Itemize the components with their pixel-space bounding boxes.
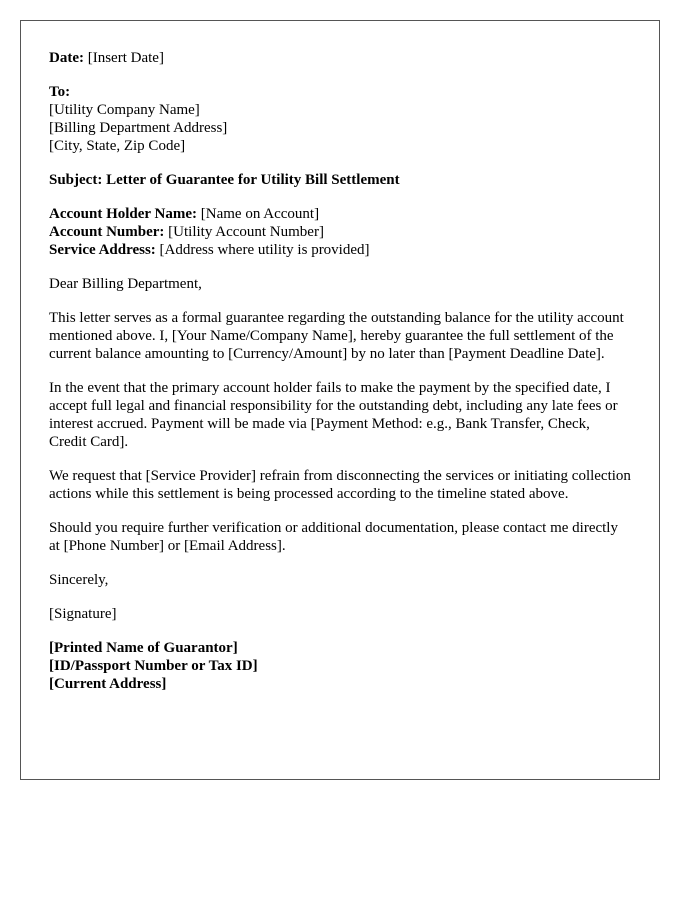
guarantor-details — [49, 639, 631, 693]
letter-document — [20, 20, 660, 780]
body-paragraph-contact: Should you require further verification or additional documentation, please contact me directly at [Phone Number] or [Email Address]. — [49, 520, 618, 554]
subject-line — [49, 171, 631, 189]
account-number-line — [49, 223, 631, 241]
guarantor-address: [Current Address] — [49, 676, 167, 692]
body-paragraph-responsibility: In the event that the primary account holder fails to make the payment by the specified date, I accept full legal and financial responsibility for the outstanding debt, including any late fees or interest accrued. Payment will be made via [Payment Method: e.g., Bank Transfer, Check, Credit Card]. — [49, 380, 618, 450]
guarantor-name: [Printed Name of Guarantor] — [49, 640, 238, 656]
account-number-label: Account Number: — [49, 224, 165, 240]
service-address-line — [49, 241, 631, 259]
recipient-city-state-zip: [City, State, Zip Code] — [49, 138, 186, 154]
signature-placeholder: [Signature] — [49, 606, 117, 622]
service-address-value: [Address where utility is provided] — [155, 242, 370, 258]
recipient-company: [Utility Company Name] — [49, 102, 200, 118]
service-address-label: Service Address: — [49, 242, 156, 258]
date-value: [Insert Date] — [83, 50, 164, 66]
account-number-value: [Utility Account Number] — [164, 224, 324, 240]
recipient-department-address: [Billing Department Address] — [49, 120, 228, 136]
account-holder-value: [Name on Account] — [197, 206, 320, 222]
body-paragraph-guarantee: This letter serves as a formal guarantee regarding the outstanding balance for the utility account mentioned above. I, [Your Name/Company Name], hereby guarantee the full settlement of the current balance amounting to [Currency/Amount] by no later than [Payment Deadline Date]. — [49, 310, 624, 362]
body-paragraph-request: We request that [Service Provider] refrain from disconnecting the services or initiating collection actions while this settlement is being processed according to the timeline stated above. — [49, 468, 631, 502]
subject-text: Subject: Letter of Guarantee for Utility Bill Settlement — [49, 172, 400, 188]
guarantor-id: [ID/Passport Number or Tax ID] — [49, 658, 258, 674]
account-holder-label: Account Holder Name: — [49, 206, 198, 222]
recipient-block — [49, 83, 631, 155]
closing: Sincerely, — [49, 572, 109, 588]
account-holder-line — [49, 205, 631, 223]
salutation: Dear Billing Department, — [49, 276, 202, 292]
date-line — [49, 49, 631, 67]
date-label: Date: — [49, 50, 84, 66]
recipient-label: To: — [49, 84, 71, 100]
account-details — [49, 205, 631, 259]
